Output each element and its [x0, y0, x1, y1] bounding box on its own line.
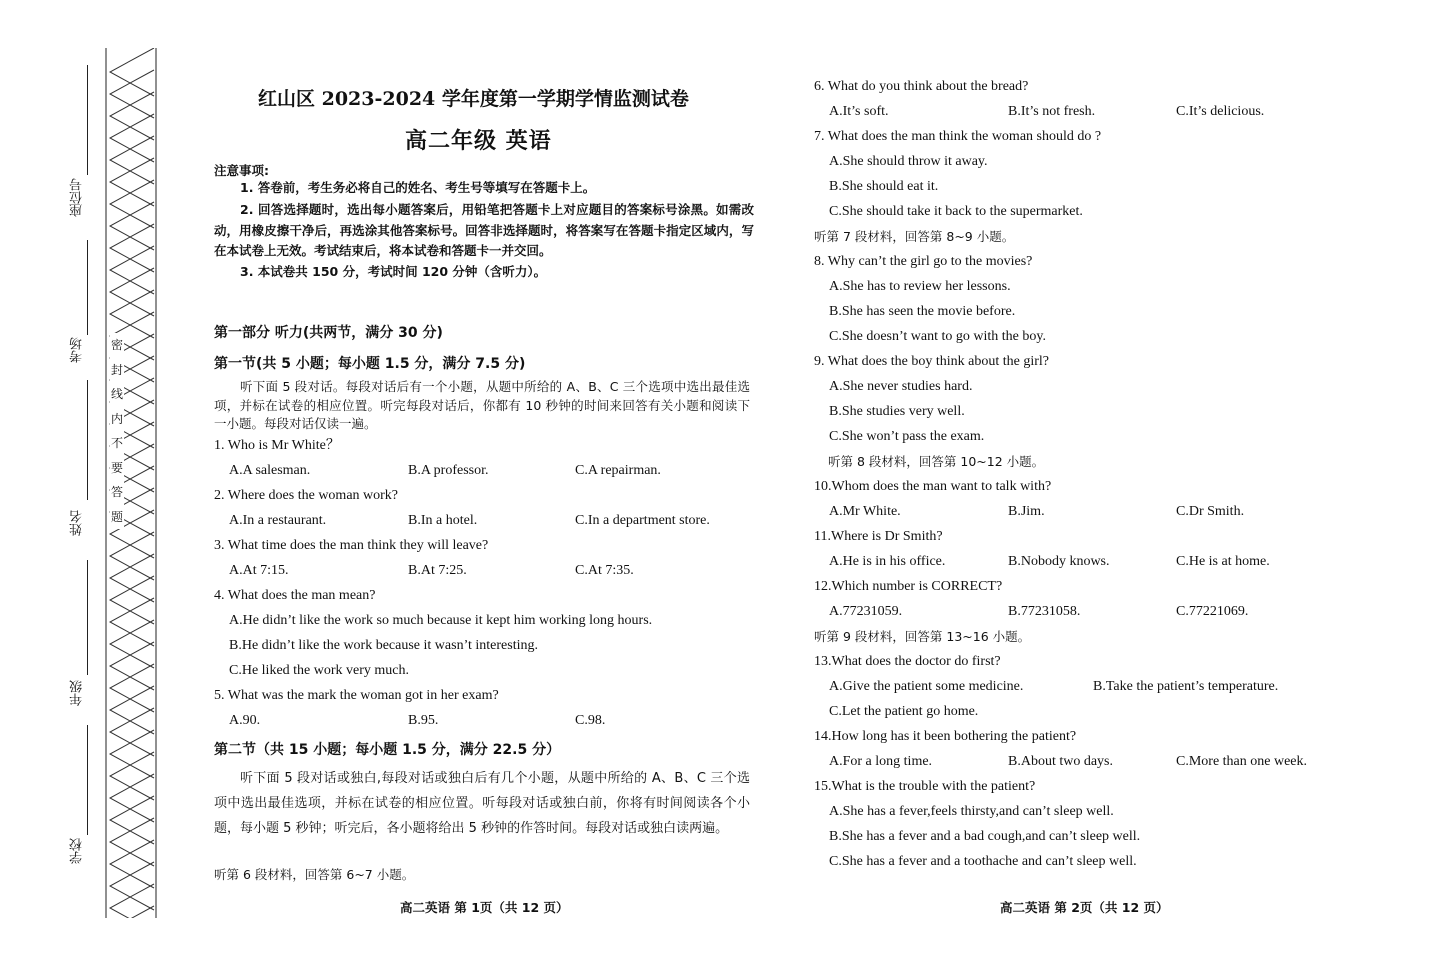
answer-option: C.Let the patient go home.: [829, 704, 979, 719]
question-stem: 3. What time does the man think they will leave?: [214, 538, 489, 553]
answer-option: A.He is in his office.: [829, 554, 946, 569]
question-stem: 14.How long has it been bothering the patient?: [814, 729, 1077, 744]
answer-option: A.Give the patient some medicine.: [829, 679, 1024, 694]
seal-chevron: [110, 598, 154, 646]
answer-option: A.She has a fever,feels thirsty,and can’t sleep well.: [829, 804, 1114, 819]
question-stem: 13.What does the doctor do first?: [814, 654, 1001, 669]
listening-prompt: 听第 7 段材料，回答第 8~9 小题。: [814, 229, 1015, 244]
seal-text: 密封线内不要答题: [110, 333, 124, 529]
notes-heading: 注意事项:: [214, 163, 269, 178]
field-line-seat: [87, 65, 88, 175]
answer-option: A.A salesman.: [229, 463, 311, 478]
exam-subtitle: 高二年级 英语: [405, 128, 552, 154]
question-stem: 12.Which number is CORRECT?: [814, 579, 1003, 594]
seal-chevron: [110, 158, 154, 206]
answer-option: A.77231059.: [829, 604, 903, 619]
seal-chevron: [110, 224, 154, 272]
seal-chevron: [110, 290, 154, 338]
seal-chevron: [110, 136, 154, 184]
seal-chevron: [110, 180, 154, 228]
seal-chevron: [110, 246, 154, 294]
seal-chevron: [110, 202, 154, 250]
seal-chevron: [110, 92, 154, 140]
answer-option: A.In a restaurant.: [229, 513, 327, 528]
question-stem: 9. What does the boy think about the girl?: [814, 354, 1049, 369]
answer-option: C.He is at home.: [1176, 554, 1270, 569]
answer-option: B.Jim.: [1008, 504, 1045, 519]
answer-option: C.She won’t pass the exam.: [829, 429, 985, 444]
answer-option: C.More than one week.: [1176, 754, 1308, 769]
answer-option: A.For a long time.: [829, 754, 933, 769]
answer-option: A.She has to review her lessons.: [829, 279, 1011, 294]
question-stem: 7. What does the man think the woman should do ?: [814, 129, 1102, 144]
section2-instructions: 听下面 5 段对话或独白,每段对话或独白后有几个小题，从题中所给的 A、B、C 三个选项中选出最佳选项，并标在试卷的相应位置。听每段对话或独白前，你将有时间阅读各个小题，每小题 5 秒钟；听完后，各小题将给出 5 秒钟的作答时间。每段对话或独白读两遍。: [214, 771, 750, 836]
seal-chevron: [110, 642, 154, 690]
seal-chevron: [110, 576, 154, 624]
answer-option: A.90.: [229, 713, 261, 728]
question-stem: 8. Why can’t the girl go to the movies?: [814, 254, 1033, 269]
seal-chevron: [110, 70, 154, 118]
seal-chevron: [110, 774, 154, 822]
seal-chevron: [110, 686, 154, 734]
answer-option: C.In a department store.: [575, 513, 710, 528]
question-stem: 11.Where is Dr Smith?: [814, 529, 943, 544]
answer-option: A.Mr White.: [829, 504, 901, 519]
note-3: 3. 本试卷共 150 分，考试时间 120 分钟（含听力）。: [240, 264, 547, 279]
answer-option: A.At 7:15.: [229, 563, 289, 578]
answer-option: A.She never studies hard.: [829, 379, 973, 394]
answer-option: A.It’s soft.: [829, 104, 889, 119]
answer-option: B.He didn’t like the work because it wasn’t interesting.: [229, 638, 538, 653]
section2-heading: 第二节（共 15 小题；每小题 1.5 分，满分 22.5 分）: [214, 742, 561, 758]
listening-prompt: 听第 8 段材料，回答第 10~12 小题。: [828, 454, 1045, 469]
answer-option: C.She should take it back to the supermarket.: [829, 204, 1083, 219]
answer-option: B.It’s not fresh.: [1008, 104, 1096, 119]
answer-option: C.Dr Smith.: [1176, 504, 1245, 519]
seal-chevron: [110, 664, 154, 712]
exam-title: 红山区 2023-2024 学年度第一学期学情监测试卷: [258, 88, 689, 110]
question-stem: 5. What was the mark the woman got in her exam?: [214, 688, 499, 703]
field-line-grade: [87, 560, 88, 675]
field-line-school: [87, 725, 88, 835]
answer-option: B.She has a fever and a bad cough,and can’t sleep well.: [829, 829, 1141, 844]
question-stem: 6. What do you think about the bread?: [814, 79, 1029, 94]
seal-chevron: [110, 268, 154, 316]
field-label-name: 姓名: [70, 510, 85, 536]
listening-prompt: 听第 9 段材料，回答第 13~16 小题。: [814, 629, 1031, 644]
field-label-grade: 年级: [70, 680, 85, 706]
answer-option: B.A professor.: [408, 463, 489, 478]
field-line-name: [87, 380, 88, 500]
seal-chevron: [110, 862, 154, 910]
seal-chevron: [110, 620, 154, 668]
footer-right: 高二英语 第 2页（共 12 页）: [1000, 900, 1169, 915]
field-label-school: 学校: [70, 838, 85, 864]
answer-option: C.He liked the work very much.: [229, 663, 410, 678]
seal-chevron: [110, 532, 154, 580]
answer-option: B.Nobody knows.: [1008, 554, 1110, 569]
answer-option: C.It’s delicious.: [1176, 104, 1265, 119]
question-stem: 1. Who is Mr White？: [214, 438, 340, 453]
seal-chevron: [110, 840, 154, 888]
answer-option: C.A repairman.: [575, 463, 661, 478]
answer-option: B.She has seen the movie before.: [829, 304, 1016, 319]
field-line-room: [87, 240, 88, 335]
field-label-seat: 座位号: [70, 178, 85, 217]
seal-chevron: [110, 818, 154, 866]
answer-option: A.She should throw it away.: [829, 154, 988, 169]
answer-option: C.At 7:35.: [575, 563, 634, 578]
note-2: 2. 回答选择题时，选出每小题答案后，用铅笔把答题卡上对应题目的答案标号涂黑。如需改动，用橡皮擦干净后，再选涂其他答案标号。回答非选择题时，将答案写在答题卡指定区域内，写在本试卷上无效。考试结束后，将本试卷和答题卡一并交回。: [214, 202, 754, 258]
answer-option: B.Take the patient’s temperature.: [1093, 679, 1279, 694]
question-stem: 15.What is the trouble with the patient?: [814, 779, 1036, 794]
seal-chevron: [110, 554, 154, 602]
answer-option: B.About two days.: [1008, 754, 1113, 769]
answer-option: C.She has a fever and a toothache and can’t sleep well.: [829, 854, 1137, 869]
seal-chevron: [110, 730, 154, 778]
answer-option: B.In a hotel.: [408, 513, 478, 528]
section1-instructions: 听下面 5 段对话。每段对话后有一个小题，从题中所给的 A、B、C 三个选项中选出最佳选项，并标在试卷的相应位置。听完每段对话后，你都有 10 秒钟的时间来回答有关小题和阅读下一小题。每段对话仅读一遍。: [214, 379, 750, 431]
answer-option: B.77231058.: [1008, 604, 1081, 619]
answer-option: B.95.: [408, 713, 439, 728]
answer-option: C.She doesn’t want to go with the boy.: [829, 329, 1046, 344]
note-1: 1. 答卷前，考生务必将自己的姓名、考生号等填写在答题卡上。: [240, 180, 596, 195]
part1-heading: 第一部分 听力(共两节，满分 30 分): [214, 325, 443, 341]
question-stem: 4. What does the man mean?: [214, 588, 376, 603]
field-label-room: 考场: [70, 337, 85, 363]
answer-option: C.77221069.: [1176, 604, 1249, 619]
seal-chevron: [110, 752, 154, 800]
answer-option: A.He didn’t like the work so much because it kept him working long hours.: [229, 613, 653, 628]
answer-option: B.At 7:25.: [408, 563, 467, 578]
footer-left: 高二英语 第 1页（共 12 页）: [400, 900, 569, 915]
seal-chevron: [110, 48, 154, 96]
section1-heading: 第一节(共 5 小题；每小题 1.5 分，满分 7.5 分): [214, 356, 526, 372]
seal-chevron: [110, 796, 154, 844]
question-stem: 10.Whom does the man want to talk with?: [814, 479, 1052, 494]
answer-option: B.She should eat it.: [829, 179, 939, 194]
question-stem: 2. Where does the woman work?: [214, 488, 399, 503]
seal-chevron: [110, 114, 154, 162]
answer-option: C.98.: [575, 713, 606, 728]
prompt-6-7: 听第 6 段材料，回答第 6~7 小题。: [214, 867, 415, 882]
answer-option: B.She studies very well.: [829, 404, 965, 419]
seal-chevron: [110, 708, 154, 756]
